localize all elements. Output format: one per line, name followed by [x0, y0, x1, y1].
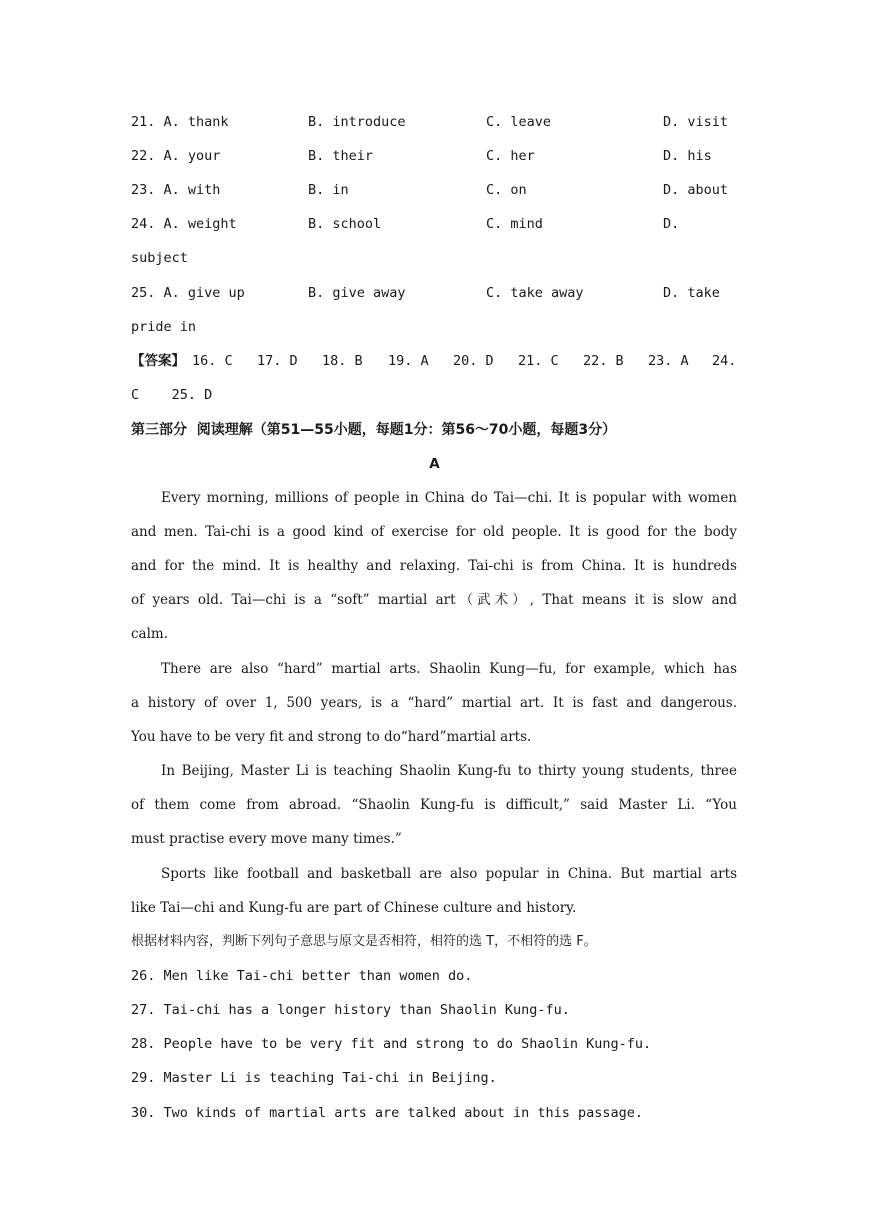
option-b: B. give away	[308, 285, 406, 301]
option-b: B. in	[308, 182, 349, 198]
answer-item: 23. A	[648, 353, 689, 369]
option-c: C. leave	[486, 114, 552, 130]
option-d: D. take	[663, 285, 720, 301]
statement: 29. Master Li is teaching Tai-chi in Beijing.	[131, 1070, 497, 1086]
paragraph-line: There are also “hard” martial arts. Shaolin Kung—fu, for example, which has	[161, 661, 737, 677]
question-number: 25. A. give up	[131, 285, 245, 301]
answer-item: 16. C	[192, 353, 233, 369]
answer-item: 17. D	[257, 353, 298, 369]
paragraph-line: Sports like football and basketball are also popular in China. But martial arts	[161, 866, 737, 882]
paragraph-line: must practise every move many times.”	[131, 831, 402, 847]
statement: 27. Tai-chi has a longer history than Shaolin Kung-fu.	[131, 1002, 570, 1018]
option-b: B. introduce	[308, 114, 406, 130]
question-number: 21. A. thank	[131, 114, 229, 130]
option-b: B. school	[308, 216, 382, 232]
option-c: C. take away	[486, 285, 584, 301]
paragraph-line: of years old. Tai—chi is a “soft” martial art（武术）, That means it is slow and	[131, 592, 737, 608]
question-number: 24. A. weight	[131, 216, 237, 232]
statement: 28. People have to be very fit and strong to do Shaolin Kung-fu.	[131, 1036, 652, 1052]
option-c: C. her	[486, 148, 535, 164]
section-title: 第三部分 阅读理解（第51—55小题，每题1分：第56～70小题，每题3分）	[131, 422, 617, 438]
paragraph-line: calm.	[131, 626, 169, 642]
option-d-wrap: subject	[131, 250, 188, 266]
paragraph-line: a history of over 1, 500 years, is a “hard” martial art. It is fast and dangerous.	[131, 695, 737, 711]
option-d: D.	[663, 216, 680, 232]
option-d: D. about	[663, 182, 729, 198]
answer-item: 18. B	[322, 353, 363, 369]
paragraph-line: You have to be very fit and strong to do“hard”martial arts.	[131, 729, 532, 745]
option-c: C. on	[486, 182, 527, 198]
option-b: B. their	[308, 148, 374, 164]
option-d: D. visit	[663, 114, 729, 130]
option-d-wrap: pride in	[131, 319, 197, 335]
statement: 30. Two kinds of martial arts are talked about in this passage.	[131, 1105, 644, 1121]
paragraph-line: and men. Tai-chi is a good kind of exercise for old people. It is good for the body	[131, 524, 737, 540]
answer-wrap: C 25. D	[131, 387, 213, 403]
answer-label: 【答案】	[131, 353, 185, 369]
paragraph-line: and for the mind. It is healthy and relaxing. Tai-chi is from China. It is hundreds	[131, 558, 737, 574]
question-number: 23. A. with	[131, 182, 221, 198]
answer-item: 22. B	[583, 353, 624, 369]
answer-item: 21. C	[518, 353, 559, 369]
instruction: 根据材料内容，判断下列句子意思与原文是否相符，相符的选 T，不相符的选 F。	[131, 934, 597, 949]
answer-item: 20. D	[453, 353, 494, 369]
passage-letter: A	[429, 456, 440, 472]
question-number: 22. A. your	[131, 148, 221, 164]
answer-item: 24.	[712, 353, 737, 369]
paragraph-line: In Beijing, Master Li is teaching Shaolin Kung-fu to thirty young students, three	[161, 763, 737, 779]
statement: 26. Men like Tai-chi better than women do.	[131, 968, 473, 984]
option-d: D. his	[663, 148, 712, 164]
paragraph-line: Every morning, millions of people in China do Tai—chi. It is popular with women	[161, 490, 737, 506]
answer-item: 19. A	[388, 353, 429, 369]
option-c: C. mind	[486, 216, 543, 232]
paragraph-line: of them come from abroad. “Shaolin Kung-fu is difficult,” said Master Li. “You	[131, 797, 737, 813]
paragraph-line: like Tai—chi and Kung-fu are part of Chinese culture and history.	[131, 900, 577, 916]
